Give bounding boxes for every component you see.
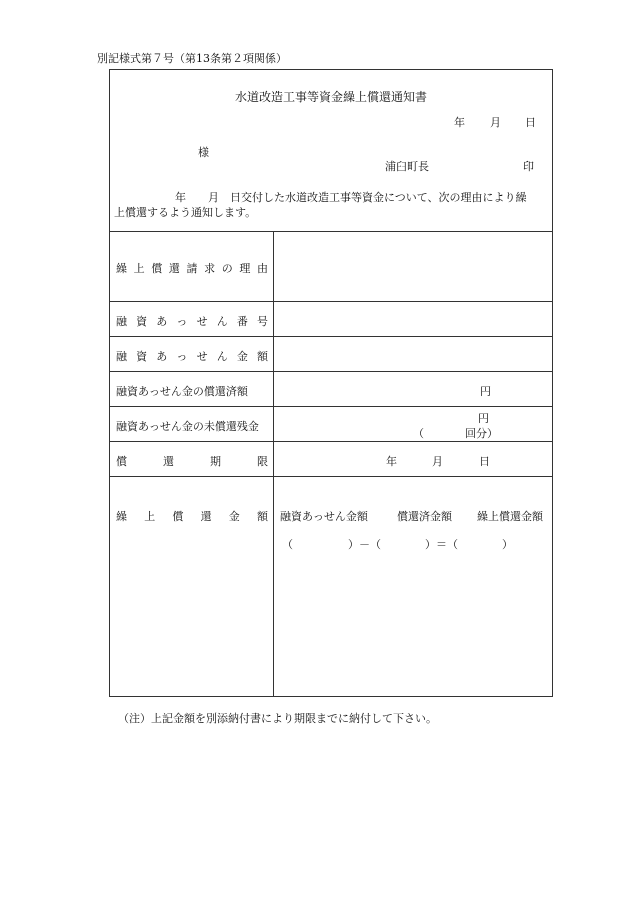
deadline-label: 償 還 期 限 (116, 455, 268, 468)
row-divider (110, 301, 552, 302)
footnote: （注）上記金額を別添納付書により期限までに納付して下さい。 (118, 712, 437, 725)
form-caption: 別記様式第７号（第13条第２項関係） (97, 52, 287, 65)
repaid-amount-column-header: 償還済金額 (397, 510, 452, 523)
loan-amount-label: 融 資 あ っ せ ん 金 額 (116, 350, 268, 363)
loan-number-label: 融 資 あ っ せ ん 番 号 (116, 315, 268, 328)
early-repayment-amount-label: 繰 上 償 還 金 額 (116, 510, 268, 523)
repaid-amount-label: 融資あっせん金の償還済額 (116, 385, 248, 398)
seal-mark: 印 (523, 160, 534, 173)
unpaid-yen-unit: 円 (478, 412, 489, 425)
unpaid-balance-label: 融資あっせん金の未償還残金 (116, 420, 259, 433)
unpaid-open-paren: （ (413, 427, 424, 440)
deadline-day-label: 日 (479, 455, 490, 468)
deadline-year-label: 年 (386, 455, 397, 468)
body-text-line-1: 年 月 日交付した水道改造工事等資金について、次の理由により繰 (175, 191, 527, 204)
unpaid-installments-label: 回分） (465, 427, 498, 440)
row-divider (110, 441, 552, 442)
notice-form (109, 69, 553, 697)
row-divider (110, 371, 552, 372)
date-year-label: 年 (454, 116, 465, 129)
row-divider (110, 406, 552, 407)
date-month-label: 月 (490, 116, 501, 129)
deadline-month-label: 月 (432, 455, 443, 468)
loan-amount-column-header: 融資あっせん金額 (280, 510, 368, 523)
addressee-suffix: 様 (198, 146, 209, 159)
body-text-line-2: 上償還するよう通知します。 (114, 206, 257, 219)
issuer-name: 浦臼町長 (385, 160, 429, 173)
early-repayment-column-header: 繰上償還金額 (477, 510, 543, 523)
date-day-label: 日 (525, 116, 536, 129)
repaid-yen-unit: 円 (480, 385, 491, 398)
table-top-border (110, 231, 552, 232)
form-title: 水道改造工事等資金繰上償還通知書 (234, 90, 427, 104)
amount-formula: （ ）－（ ）＝（ ） (282, 538, 513, 551)
reason-label: 繰 上 償 還 請 求 の 理 由 (116, 262, 268, 275)
row-divider (110, 336, 552, 337)
row-divider (110, 476, 552, 477)
